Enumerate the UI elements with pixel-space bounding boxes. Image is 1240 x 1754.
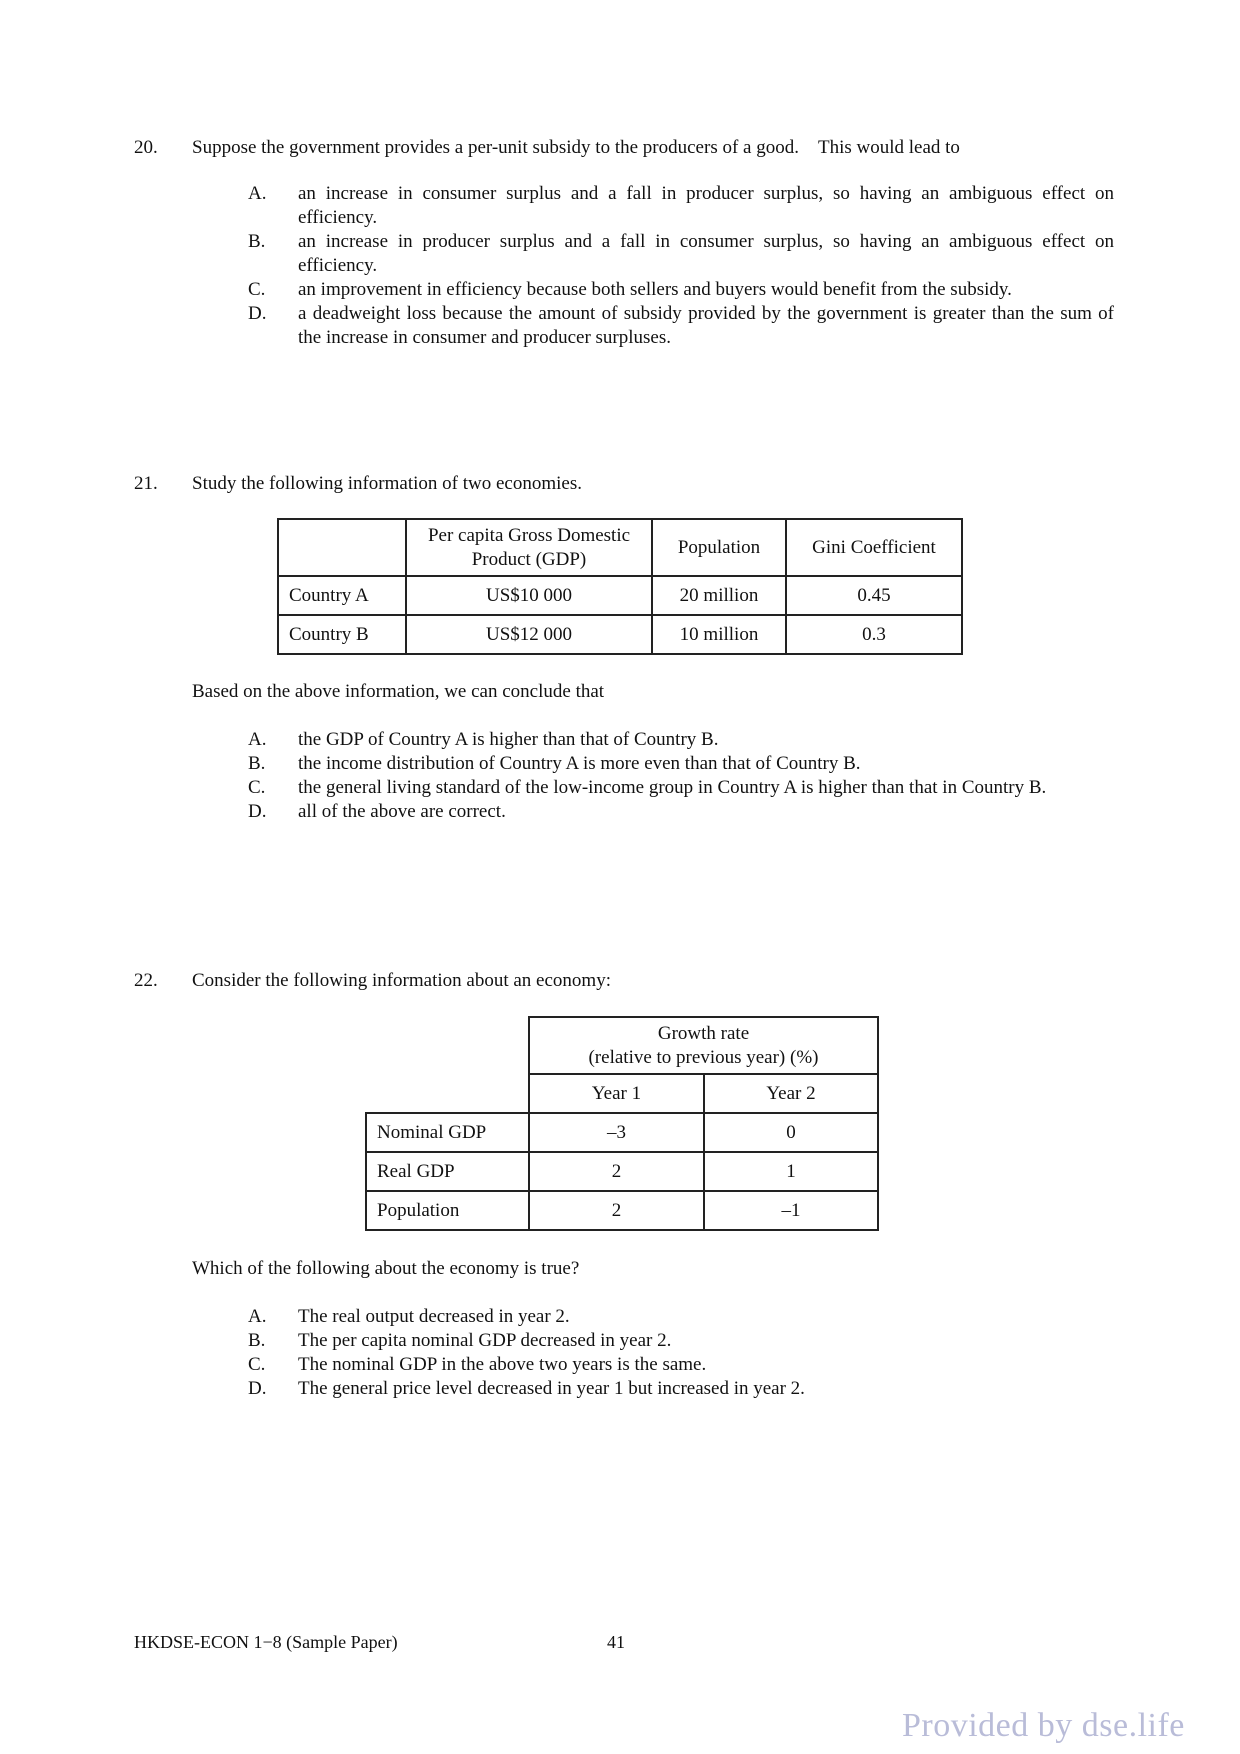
question-prompt: Which of the following about the economy is true? — [192, 1258, 580, 1279]
economies-table — [277, 518, 963, 655]
year-2-value: 0 — [704, 1113, 878, 1152]
table-row — [366, 1191, 878, 1230]
footer-page-number: 41 — [607, 1632, 625, 1652]
option-a — [248, 182, 1114, 230]
table-row — [278, 615, 962, 654]
country-label: Country A — [278, 576, 406, 615]
option-letter: D. — [248, 801, 267, 822]
year-1-value: 2 — [529, 1191, 704, 1230]
gdp-value: US$12 000 — [406, 615, 652, 654]
question-stem: Consider the following information about an economy: — [192, 970, 611, 991]
option-text: the GDP of Country A is higher than that of Country B. — [298, 729, 719, 750]
option-letter: D. — [248, 303, 267, 324]
option-letter: C. — [248, 1354, 266, 1375]
option-text: an increase in consumer surplus and a fall in producer surplus, so having an ambiguous effect on efficiency. — [298, 183, 1114, 228]
option-letter: C. — [248, 279, 266, 300]
option-text: an improvement in efficiency because both sellers and buyers would benefit from the subsidy. — [298, 279, 1012, 300]
option-text: an increase in producer surplus and a fall in consumer surplus, so having an ambiguous effect on efficiency. — [298, 231, 1114, 276]
row-label: Nominal GDP — [366, 1113, 529, 1152]
option-list — [248, 1305, 1114, 1401]
year-2-value: –1 — [704, 1191, 878, 1230]
year-1-value: 2 — [529, 1152, 704, 1191]
option-c — [248, 776, 1114, 800]
year-1-header: Year 1 — [529, 1074, 704, 1113]
option-b — [248, 1329, 1114, 1353]
row-label: Real GDP — [366, 1152, 529, 1191]
option-letter: B. — [248, 231, 266, 252]
option-list — [248, 728, 1114, 824]
option-letter: B. — [248, 753, 266, 774]
option-list — [248, 182, 1114, 350]
gdp-value: US$10 000 — [406, 576, 652, 615]
population-value: 10 million — [652, 615, 786, 654]
option-a — [248, 728, 1114, 752]
group-header-line1: Growth rate — [657, 1022, 750, 1044]
question-number: 21. — [134, 473, 158, 494]
option-a — [248, 1305, 1114, 1329]
option-letter: A. — [248, 183, 267, 204]
gini-value: 0.45 — [786, 576, 962, 615]
population-value: 20 million — [652, 576, 786, 615]
table-header-gini: Gini Coefficient — [786, 519, 962, 576]
table-header-empty — [278, 519, 406, 576]
table-header-gdp: Per capita Gross Domestic Product (GDP) — [406, 519, 652, 576]
question-stem: Suppose the government provides a per-unit subsidy to the producers of a good. This would lead to — [192, 137, 960, 158]
option-text: the income distribution of Country A is more even than that of Country B. — [298, 753, 861, 774]
option-text: a deadweight loss because the amount of subsidy provided by the government is greater than the sum of the increase in consumer and producer surpluses. — [298, 303, 1114, 348]
option-text: The general price level decreased in year 1 but increased in year 2. — [298, 1378, 805, 1399]
watermark: Provided by dse.life — [902, 1707, 1185, 1744]
option-text: the general living standard of the low-income group in Country A is higher than that in Country B. — [298, 777, 1047, 798]
question-number: 22. — [134, 970, 158, 991]
group-header — [529, 1017, 878, 1074]
option-letter: A. — [248, 1306, 267, 1327]
option-letter: C. — [248, 777, 266, 798]
option-b — [248, 230, 1114, 278]
option-letter: D. — [248, 1378, 267, 1399]
option-letter: B. — [248, 1330, 266, 1351]
question-stem: Study the following information of two economies. — [192, 473, 582, 494]
footer-paper-code: HKDSE-ECON 1−8 (Sample Paper) — [134, 1632, 398, 1652]
option-text: The real output decreased in year 2. — [298, 1306, 570, 1327]
year-2-value: 1 — [704, 1152, 878, 1191]
option-text: The per capita nominal GDP decreased in year 2. — [298, 1330, 672, 1351]
option-d — [248, 1377, 1114, 1401]
group-header-line2: (relative to previous year) (%) — [588, 1046, 819, 1068]
option-letter: A. — [248, 729, 267, 750]
table-row — [366, 1152, 878, 1191]
option-text: all of the above are correct. — [298, 801, 506, 822]
country-label: Country B — [278, 615, 406, 654]
option-b — [248, 752, 1114, 776]
option-d — [248, 800, 1114, 824]
option-text: The nominal GDP in the above two years is the same. — [298, 1354, 707, 1375]
growth-rate-table — [365, 1016, 879, 1231]
row-label: Population — [366, 1191, 529, 1230]
year-2-header: Year 2 — [704, 1074, 878, 1113]
question-prompt: Based on the above information, we can conclude that — [192, 681, 605, 702]
table-header-population: Population — [652, 519, 786, 576]
table-row — [278, 576, 962, 615]
table-row — [366, 1113, 878, 1152]
option-d — [248, 302, 1114, 350]
gini-value: 0.3 — [786, 615, 962, 654]
table-corner — [366, 1074, 529, 1113]
question-number: 20. — [134, 137, 158, 158]
table-corner — [366, 1017, 529, 1074]
option-c — [248, 1353, 1114, 1377]
option-c — [248, 278, 1114, 302]
year-1-value: –3 — [529, 1113, 704, 1152]
